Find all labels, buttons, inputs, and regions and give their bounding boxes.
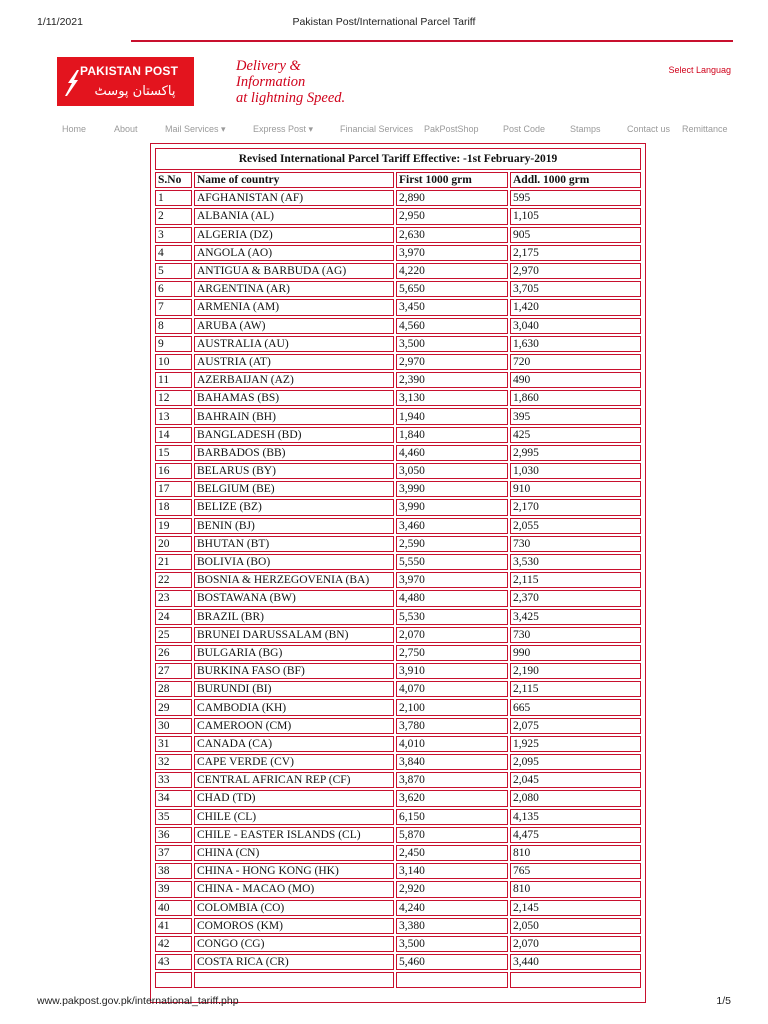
table-row — [155, 445, 641, 461]
cell-sno: 29 — [155, 699, 192, 715]
cell-addl-1000: 2,070 — [510, 936, 641, 952]
cell-country: BOLIVIA (BO) — [194, 554, 394, 570]
cell-sno: 20 — [155, 536, 192, 552]
cell-first-1000: 4,070 — [396, 681, 508, 697]
table-row — [155, 645, 641, 661]
cell-addl-1000: 3,530 — [510, 554, 641, 570]
logo-arrow-icon — [63, 69, 81, 97]
table-row — [155, 772, 641, 788]
cell-sno: 12 — [155, 390, 192, 406]
cell-country: COSTA RICA (CR) — [194, 954, 394, 970]
cell-country: CAPE VERDE (CV) — [194, 754, 394, 770]
cell-sno: 17 — [155, 481, 192, 497]
cell-addl-1000: 3,705 — [510, 281, 641, 297]
cell-sno: 33 — [155, 772, 192, 788]
table-row — [155, 736, 641, 752]
header-addl-1000: Addl. 1000 grm — [510, 172, 641, 188]
print-date: 1/11/2021 — [37, 16, 83, 28]
cell-addl-1000: 2,190 — [510, 663, 641, 679]
cell-sno: 32 — [155, 754, 192, 770]
cell-addl-1000: 1,105 — [510, 208, 641, 224]
cell-first-1000: 2,890 — [396, 190, 508, 206]
cell-addl-1000: 1,925 — [510, 736, 641, 752]
tagline-line: at lightning Speed. — [236, 90, 346, 106]
cell-first-1000: 3,500 — [396, 936, 508, 952]
cell-country: ARMENIA (AM) — [194, 299, 394, 315]
cell-country: BHUTAN (BT) — [194, 536, 394, 552]
header-first-1000: First 1000 grm — [396, 172, 508, 188]
table-row — [155, 354, 641, 370]
table-row — [155, 245, 641, 261]
cell-first-1000: 2,750 — [396, 645, 508, 661]
tariff-rows — [155, 190, 641, 988]
cell-first-1000: 1,940 — [396, 408, 508, 424]
cell-country: BANGLADESH (BD) — [194, 427, 394, 443]
print-footer — [37, 995, 731, 1009]
tariff-table-container — [150, 143, 646, 1003]
cell-first-1000: 3,870 — [396, 772, 508, 788]
cell-country: ARUBA (AW) — [194, 318, 394, 334]
nav-financial-services[interactable]: Financial Services — [340, 124, 414, 134]
nav-remittance[interactable]: Remittance — [682, 124, 728, 134]
print-header — [37, 16, 731, 30]
cell-sno: 37 — [155, 845, 192, 861]
table-row — [155, 299, 641, 315]
cell-first-1000: 5,530 — [396, 609, 508, 625]
cell-first-1000: 1,840 — [396, 427, 508, 443]
cell-addl-1000: 2,370 — [510, 590, 641, 606]
table-row — [155, 590, 641, 606]
cell-sno: 19 — [155, 518, 192, 534]
cell-sno: 2 — [155, 208, 192, 224]
cell-first-1000 — [396, 972, 508, 988]
tagline — [236, 58, 345, 106]
cell-sno: 5 — [155, 263, 192, 279]
cell-addl-1000: 730 — [510, 627, 641, 643]
nav-post-code[interactable]: Post Code — [503, 124, 546, 134]
cell-country: BRUNEI DARUSSALAM (BN) — [194, 627, 394, 643]
cell-country: AUSTRALIA (AU) — [194, 336, 394, 352]
table-row — [155, 208, 641, 224]
cell-sno: 38 — [155, 863, 192, 879]
table-row — [155, 227, 641, 243]
cell-addl-1000: 2,075 — [510, 718, 641, 734]
cell-country: CHINA - HONG KONG (HK) — [194, 863, 394, 879]
cell-country: BAHAMAS (BS) — [194, 390, 394, 406]
table-row — [155, 463, 641, 479]
cell-country: CANADA (CA) — [194, 736, 394, 752]
cell-sno: 3 — [155, 227, 192, 243]
cell-first-1000: 4,480 — [396, 590, 508, 606]
cell-first-1000: 3,780 — [396, 718, 508, 734]
table-row — [155, 790, 641, 806]
nav-express-post[interactable]: Express Post ▾ — [253, 124, 314, 134]
table-row — [155, 881, 641, 897]
cell-sno: 13 — [155, 408, 192, 424]
cell-country: ANGOLA (AO) — [194, 245, 394, 261]
cell-sno: 26 — [155, 645, 192, 661]
cell-addl-1000: 395 — [510, 408, 641, 424]
table-row — [155, 190, 641, 206]
cell-sno: 43 — [155, 954, 192, 970]
cell-country: CHINA - MACAO (MO) — [194, 881, 394, 897]
nav-contact-us[interactable]: Contact us — [627, 124, 671, 134]
cell-first-1000: 2,100 — [396, 699, 508, 715]
pakistan-post-logo[interactable] — [57, 57, 194, 106]
cell-country: CONGO (CG) — [194, 936, 394, 952]
cell-addl-1000: 810 — [510, 881, 641, 897]
cell-country: BELIZE (BZ) — [194, 499, 394, 515]
cell-country: BELGIUM (BE) — [194, 481, 394, 497]
cell-country: ALGERIA (DZ) — [194, 227, 394, 243]
table-header-row — [155, 172, 641, 188]
table-row — [155, 336, 641, 352]
cell-first-1000: 3,970 — [396, 245, 508, 261]
table-row — [155, 372, 641, 388]
cell-sno: 39 — [155, 881, 192, 897]
cell-sno: 8 — [155, 318, 192, 334]
cell-country: BURKINA FASO (BF) — [194, 663, 394, 679]
cell-first-1000: 5,870 — [396, 827, 508, 843]
table-row — [155, 627, 641, 643]
table-row — [155, 536, 641, 552]
nav-home[interactable]: Home — [62, 124, 87, 134]
table-row — [155, 481, 641, 497]
cell-country: BULGARIA (BG) — [194, 645, 394, 661]
cell-first-1000: 3,970 — [396, 572, 508, 588]
cell-first-1000: 6,150 — [396, 809, 508, 825]
cell-addl-1000: 765 — [510, 863, 641, 879]
table-row — [155, 572, 641, 588]
cell-sno: 25 — [155, 627, 192, 643]
nav-stamps[interactable]: Stamps — [570, 124, 601, 134]
cell-country: AUSTRIA (AT) — [194, 354, 394, 370]
cell-first-1000: 2,390 — [396, 372, 508, 388]
cell-sno: 27 — [155, 663, 192, 679]
table-row — [155, 699, 641, 715]
cell-country: BOSTAWANA (BW) — [194, 590, 394, 606]
cell-country: CAMEROON (CM) — [194, 718, 394, 734]
cell-country: BOSNIA & HERZEGOVENIA (BA) — [194, 572, 394, 588]
cell-country: ANTIGUA & BARBUDA (AG) — [194, 263, 394, 279]
cell-first-1000: 4,560 — [396, 318, 508, 334]
cell-country: ARGENTINA (AR) — [194, 281, 394, 297]
cell-first-1000: 3,130 — [396, 390, 508, 406]
cell-addl-1000: 2,145 — [510, 900, 641, 916]
cell-addl-1000: 2,045 — [510, 772, 641, 788]
cell-first-1000: 5,650 — [396, 281, 508, 297]
cell-addl-1000 — [510, 972, 641, 988]
table-row — [155, 318, 641, 334]
cell-country: AFGHANISTAN (AF) — [194, 190, 394, 206]
cell-sno: 22 — [155, 572, 192, 588]
cell-sno: 11 — [155, 372, 192, 388]
cell-first-1000: 3,140 — [396, 863, 508, 879]
table-row — [155, 427, 641, 443]
cell-country: COLOMBIA (CO) — [194, 900, 394, 916]
table-row — [155, 554, 641, 570]
cell-sno: 23 — [155, 590, 192, 606]
cell-sno: 31 — [155, 736, 192, 752]
cell-addl-1000: 2,115 — [510, 572, 641, 588]
table-row — [155, 408, 641, 424]
table-row — [155, 827, 641, 843]
cell-sno: 24 — [155, 609, 192, 625]
cell-country: CHAD (TD) — [194, 790, 394, 806]
table-row — [155, 845, 641, 861]
nav-about[interactable]: About — [114, 124, 138, 134]
cell-first-1000: 5,460 — [396, 954, 508, 970]
header-sno: S.No — [155, 172, 192, 188]
cell-sno: 10 — [155, 354, 192, 370]
cell-addl-1000: 4,135 — [510, 809, 641, 825]
cell-addl-1000: 3,040 — [510, 318, 641, 334]
tagline-line: Delivery & — [236, 58, 301, 74]
cell-sno: 40 — [155, 900, 192, 916]
cell-country: CHINA (CN) — [194, 845, 394, 861]
header-divider — [131, 40, 733, 42]
cell-first-1000: 3,460 — [396, 518, 508, 534]
table-row — [155, 663, 641, 679]
cell-sno: 7 — [155, 299, 192, 315]
cell-first-1000: 3,990 — [396, 481, 508, 497]
cell-addl-1000: 2,055 — [510, 518, 641, 534]
cell-first-1000: 2,630 — [396, 227, 508, 243]
cell-country: BURUNDI (BI) — [194, 681, 394, 697]
table-row — [155, 972, 641, 988]
cell-sno: 14 — [155, 427, 192, 443]
cell-first-1000: 3,050 — [396, 463, 508, 479]
logo-urdu-script — [85, 78, 185, 102]
cell-addl-1000: 2,170 — [510, 499, 641, 515]
cell-first-1000: 4,460 — [396, 445, 508, 461]
cell-country: BAHRAIN (BH) — [194, 408, 394, 424]
cell-first-1000: 4,240 — [396, 900, 508, 916]
cell-country: ALBANIA (AL) — [194, 208, 394, 224]
cell-country: CHILE - EASTER ISLANDS (CL) — [194, 827, 394, 843]
table-row — [155, 263, 641, 279]
cell-first-1000: 2,450 — [396, 845, 508, 861]
cell-first-1000: 2,950 — [396, 208, 508, 224]
select-language-link[interactable]: Select Languag — [668, 65, 731, 75]
cell-sno — [155, 972, 192, 988]
print-page-title: Pakistan Post/International Parcel Tariff — [292, 16, 476, 28]
cell-country: CHILE (CL) — [194, 809, 394, 825]
table-row — [155, 900, 641, 916]
table-row — [155, 754, 641, 770]
table-row — [155, 718, 641, 734]
cell-sno: 21 — [155, 554, 192, 570]
cell-sno: 36 — [155, 827, 192, 843]
cell-first-1000: 2,590 — [396, 536, 508, 552]
cell-first-1000: 3,620 — [396, 790, 508, 806]
nav-mail-services[interactable]: Mail Services ▾ — [165, 124, 226, 134]
cell-addl-1000: 490 — [510, 372, 641, 388]
cell-first-1000: 3,500 — [396, 336, 508, 352]
table-row — [155, 954, 641, 970]
cell-sno: 30 — [155, 718, 192, 734]
cell-sno: 41 — [155, 918, 192, 934]
cell-sno: 35 — [155, 809, 192, 825]
cell-addl-1000: 2,115 — [510, 681, 641, 697]
cell-addl-1000: 2,080 — [510, 790, 641, 806]
cell-first-1000: 4,010 — [396, 736, 508, 752]
table-row — [155, 518, 641, 534]
cell-addl-1000: 3,425 — [510, 609, 641, 625]
cell-first-1000: 3,380 — [396, 918, 508, 934]
cell-addl-1000: 1,630 — [510, 336, 641, 352]
table-row — [155, 936, 641, 952]
cell-country: COMOROS (KM) — [194, 918, 394, 934]
cell-sno: 18 — [155, 499, 192, 515]
cell-addl-1000: 4,475 — [510, 827, 641, 843]
logo-text: PAKISTAN POST — [80, 64, 179, 78]
cell-addl-1000: 810 — [510, 845, 641, 861]
print-url: www.pakpost.gov.pk/international_tariff.php — [37, 995, 239, 1007]
table-caption-row — [155, 148, 641, 170]
cell-first-1000: 3,840 — [396, 754, 508, 770]
main-nav — [54, 124, 734, 138]
cell-addl-1000: 2,050 — [510, 918, 641, 934]
cell-sno: 16 — [155, 463, 192, 479]
table-row — [155, 390, 641, 406]
table-row — [155, 918, 641, 934]
cell-addl-1000: 2,175 — [510, 245, 641, 261]
cell-sno: 1 — [155, 190, 192, 206]
cell-addl-1000: 730 — [510, 536, 641, 552]
tagline-line: Information — [236, 74, 306, 90]
table-row — [155, 499, 641, 515]
cell-country: BELARUS (BY) — [194, 463, 394, 479]
cell-addl-1000: 905 — [510, 227, 641, 243]
cell-first-1000: 5,550 — [396, 554, 508, 570]
cell-sno: 28 — [155, 681, 192, 697]
cell-addl-1000: 2,970 — [510, 263, 641, 279]
cell-sno: 34 — [155, 790, 192, 806]
header-country: Name of country — [194, 172, 394, 188]
cell-addl-1000: 720 — [510, 354, 641, 370]
cell-country: BARBADOS (BB) — [194, 445, 394, 461]
cell-country: CENTRAL AFRICAN REP (CF) — [194, 772, 394, 788]
tariff-table — [153, 146, 643, 990]
cell-sno: 15 — [155, 445, 192, 461]
cell-first-1000: 3,990 — [396, 499, 508, 515]
table-row — [155, 281, 641, 297]
cell-addl-1000: 1,860 — [510, 390, 641, 406]
cell-addl-1000: 3,440 — [510, 954, 641, 970]
table-row — [155, 863, 641, 879]
cell-addl-1000: 2,995 — [510, 445, 641, 461]
cell-first-1000: 2,920 — [396, 881, 508, 897]
cell-sno: 42 — [155, 936, 192, 952]
cell-addl-1000: 595 — [510, 190, 641, 206]
cell-first-1000: 3,910 — [396, 663, 508, 679]
print-page-number: 1/5 — [716, 995, 731, 1007]
cell-sno: 9 — [155, 336, 192, 352]
table-row — [155, 809, 641, 825]
cell-addl-1000: 2,095 — [510, 754, 641, 770]
cell-country: AZERBAIJAN (AZ) — [194, 372, 394, 388]
nav-pakpostshop[interactable]: PakPostShop — [424, 124, 479, 134]
table-row — [155, 681, 641, 697]
cell-addl-1000: 425 — [510, 427, 641, 443]
table-caption: Revised International Parcel Tariff Effective: -1st February-2019 — [155, 148, 641, 170]
cell-first-1000: 3,450 — [396, 299, 508, 315]
cell-addl-1000: 665 — [510, 699, 641, 715]
table-row — [155, 609, 641, 625]
cell-addl-1000: 1,030 — [510, 463, 641, 479]
cell-sno: 6 — [155, 281, 192, 297]
cell-country: CAMBODIA (KH) — [194, 699, 394, 715]
cell-country — [194, 972, 394, 988]
cell-first-1000: 4,220 — [396, 263, 508, 279]
cell-first-1000: 2,970 — [396, 354, 508, 370]
cell-addl-1000: 990 — [510, 645, 641, 661]
cell-addl-1000: 1,420 — [510, 299, 641, 315]
cell-country: BENIN (BJ) — [194, 518, 394, 534]
cell-addl-1000: 910 — [510, 481, 641, 497]
svg-text:پاکستان پوسٹ: پاکستان پوسٹ — [94, 84, 176, 99]
cell-sno: 4 — [155, 245, 192, 261]
cell-country: BRAZIL (BR) — [194, 609, 394, 625]
cell-first-1000: 2,070 — [396, 627, 508, 643]
